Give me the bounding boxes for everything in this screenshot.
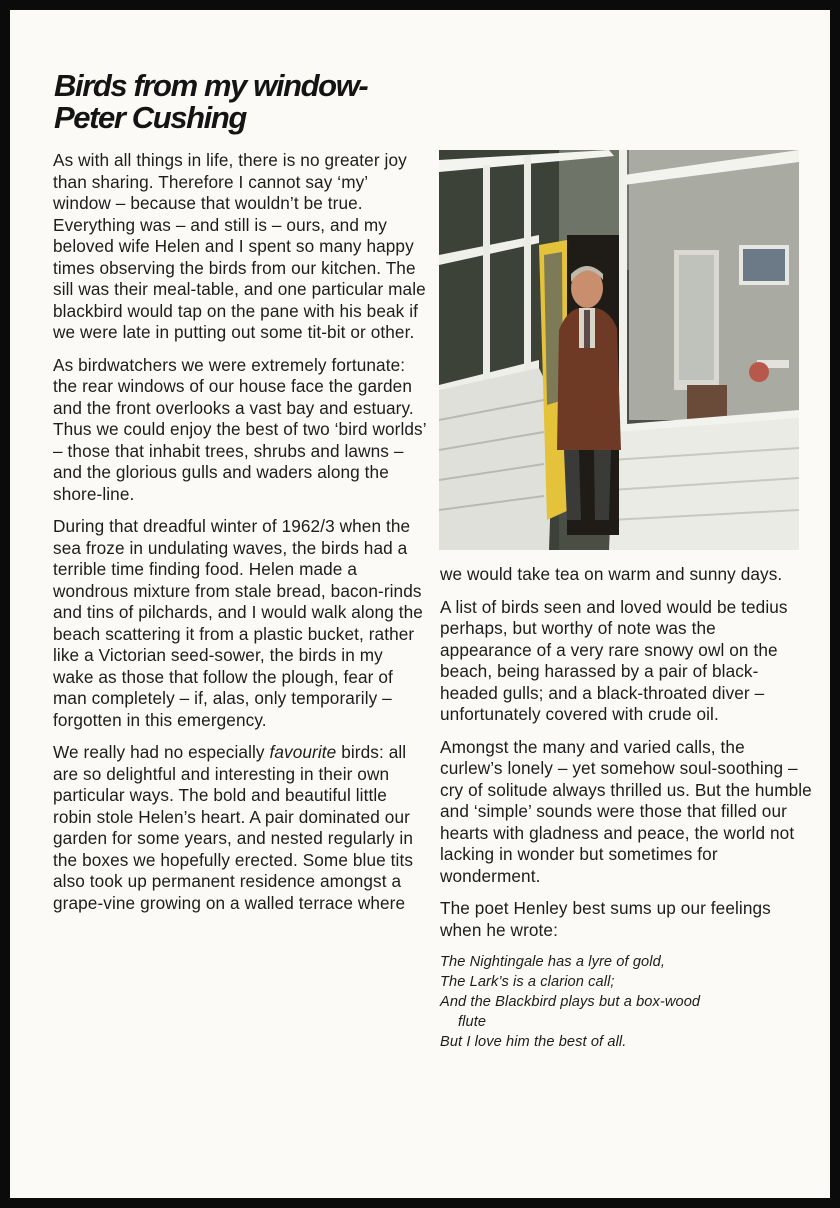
title-line-1: Birds from my window- [54,68,368,103]
paragraph-6: A list of birds seen and loved would be tedius perhaps, but worthy of note was the appearance of a very rare snowy owl on the beach, being harassed by a pair of black-headed gulls; and a black-throated diver – unfortunately covered with crude oil. [440,596,788,724]
magazine-page [10,10,830,1198]
poem-line-1: The Nightingale has a lyre of gold, [440,954,665,970]
paragraph-4-emphasis: favourite [269,742,337,762]
article-title [54,70,367,134]
poem-line-3: And the Blackbird plays but a box-wood [440,994,701,1010]
photo-man-at-doorway [439,150,799,550]
paragraph-1: As with all things in life, there is no greater joy than sharing. Therefore I cannot say ‘my’ window – because that wouldn’t be true. Everything was – and still is – ours, and my beloved wife Helen and I spent so many happy times observing the birds from our kitchen. The sill was their meal-table, and one particular male blackbird would tap on the pane with his beak if we were late in putting out some tit-bit or other. [53,150,426,342]
photo-illustration [439,150,799,550]
paragraph-4 [53,742,428,914]
paragraph-4-end: birds: all are so delightful and interesting in their own particular ways. The bold and beautiful little robin stole Helen’s heart. A pair dominated our garden for some years, and nested regularly in the boxes we hopefully erected. Some blue tits also took up permanent residence amongst a grape-vine growing on a walled terrace where [53,742,414,913]
paragraph-5: we would take tea on warm and sunny days. [440,564,783,584]
poem-quote [440,952,812,1052]
left-column [53,150,428,925]
paragraph-3: During that dreadful winter of 1962/3 when the sea froze in undulating waves, the birds had a terrible time finding food. Helen made a wondrous mixture from stale bread, bacon-rinds and tins of pilchards, and I would walk along the beach scattering it from a plastic bucket, rather like a Victorian seed-sower, the birds in my wake as those that follow the plough, fear of man completely – if, alas, only temporarily – forgotten in this emergency. [53,516,423,730]
paragraph-2: As birdwatchers we were extremely fortunate: the rear windows of our house face the garden and the front overlooks a vast bay and estuary. Thus we could enjoy the best of two ‘bird worlds’ – those that inhabit trees, shrubs and lawns – and the glorious gulls and waders along the shore-line. [53,354,427,504]
paragraph-8: The poet Henley best sums up our feelings when he wrote: [440,898,771,940]
poem-line-2: The Lark’s is a clarion call; [440,974,615,990]
paragraph-4-start: We really had no especially [53,742,270,762]
right-column [440,564,812,1052]
title-line-2: Peter Cushing [54,100,246,135]
paragraph-7: Amongst the many and varied calls, the curlew’s lonely – yet somehow soul-soothing – cry of solitude always thrilled us. But the humble and ‘simple’ sounds were those that filled our hearts with gladness and peace, the world not lacking in wonder but sometimes for wonderment. [440,736,812,886]
poem-line-5: But I love him the best of all. [440,1034,627,1050]
poem-line-4: flute [458,1014,487,1030]
